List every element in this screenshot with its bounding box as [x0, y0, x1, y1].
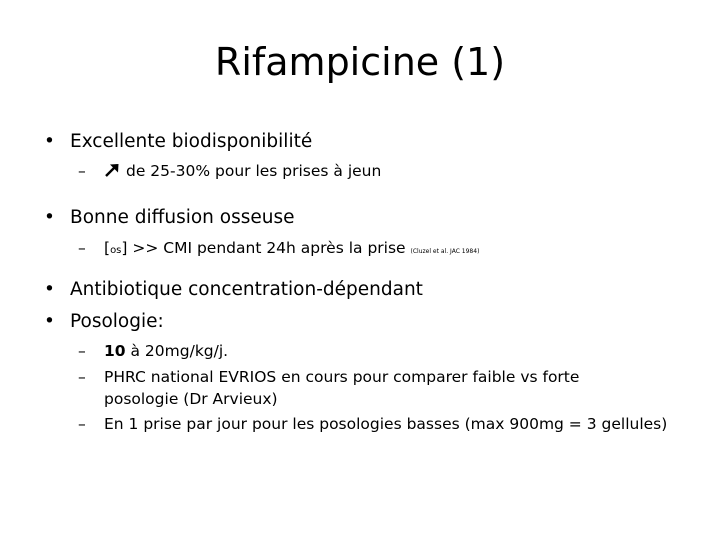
sub-dash: – [78, 239, 86, 257]
sub-dash: – [78, 342, 86, 360]
sub-bullet-prise-unique [78, 415, 667, 433]
sub-bullet-phrc-continuation: posologie (Dr Arvieux) [104, 390, 278, 408]
sub-bullet-dose [78, 342, 228, 360]
sub-bullet-concentration-os [78, 239, 479, 257]
bullet-dot: • [44, 131, 55, 152]
sub-bullet-absorption [78, 162, 381, 180]
bullet-biodisponibilite [44, 131, 312, 152]
up-right-arrow-icon [104, 163, 120, 177]
dose-bold: 10 [104, 342, 126, 360]
bullet-text: Posologie: [70, 311, 164, 332]
sub-dash: – [78, 415, 86, 433]
sub-dash: – [78, 368, 86, 386]
bullet-text: Bonne diffusion osseuse [70, 207, 295, 228]
bullet-text: Excellente biodisponibilité [70, 131, 313, 152]
slide-title: Rifampicine (1) [214, 40, 506, 84]
bullet-dot: • [44, 207, 55, 228]
bullet-diffusion-osseuse [44, 207, 295, 228]
bullet-text: Antibiotique concentration-dépendant [70, 279, 423, 300]
sub-bullet-text: PHRC national EVRIOS en cours pour comparer faible vs forte [104, 368, 580, 386]
sub-dash: – [78, 162, 86, 180]
bullet-posologie [44, 311, 164, 332]
sub-bullet-phrc [78, 368, 579, 386]
sub-bullet-text: à 20mg/kg/j. [125, 342, 229, 360]
sub-bullet-text: de 25-30% pour les prises à jeun [126, 162, 382, 180]
citation: (Cluzel et al. JAC 1984) [410, 248, 480, 255]
bullet-dot: • [44, 279, 55, 300]
sub-bullet-text: ] >> CMI pendant 24h après la prise [121, 239, 406, 257]
sub-bullet-text: En 1 prise par jour pour les posologies basses (max 900mg = 3 gellules) [104, 415, 668, 433]
bracket-open: [ [104, 239, 111, 257]
os-subscript: os [110, 245, 122, 256]
bullet-dot: • [44, 311, 55, 332]
bullet-concentration-dependant [44, 279, 423, 300]
